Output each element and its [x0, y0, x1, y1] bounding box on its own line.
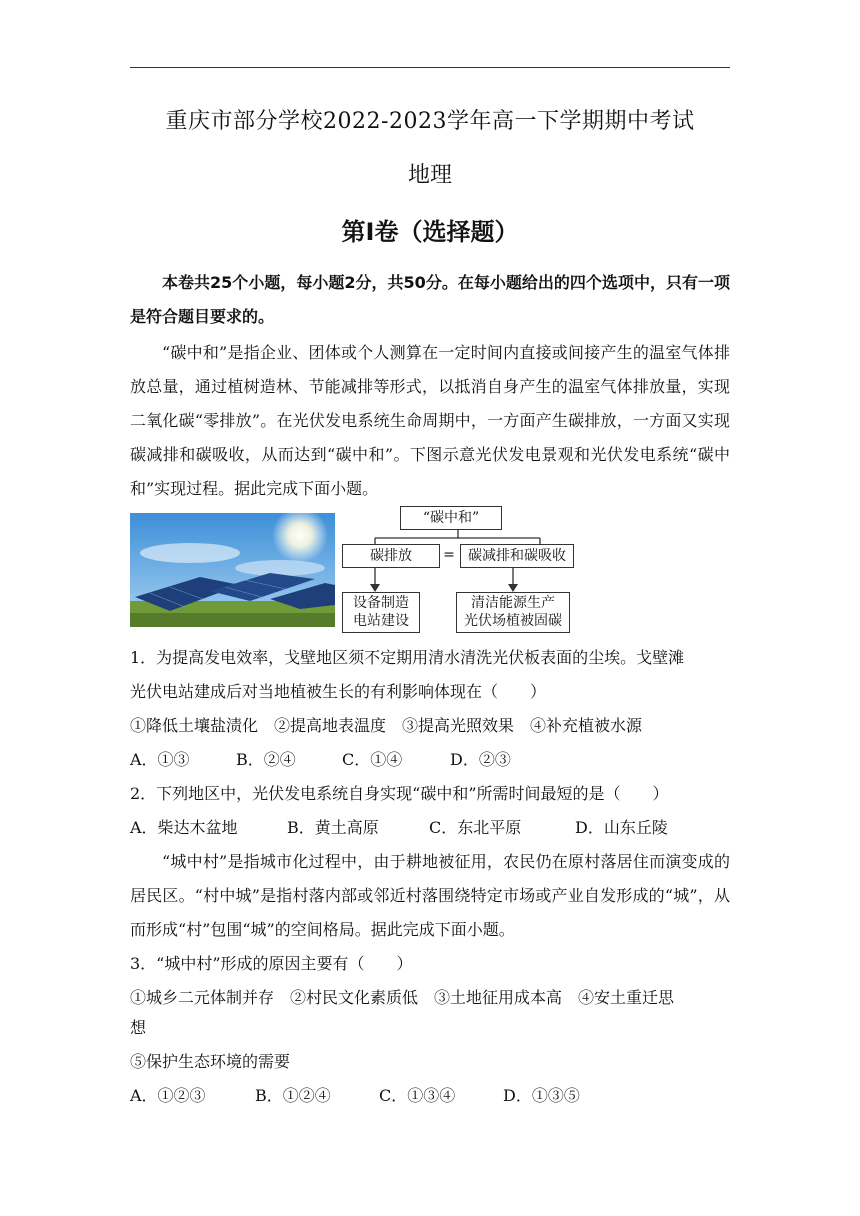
q1-stem-2: 光伏电站建成后对当地植被生长的有利影响体现在（ ）: [130, 682, 547, 701]
carbon-neutral-box: “碳中和”: [400, 506, 502, 530]
q1-option-d[interactable]: D．②③: [450, 750, 511, 769]
section-heading: 第Ⅰ卷（选择题）: [341, 218, 519, 246]
q3-option-b[interactable]: B．①②④: [255, 1086, 331, 1105]
reduction-sources-box: [456, 592, 570, 633]
instructions: 本卷共25个小题，每小题2分，共50分。在每小题给出的四个选项中，只有一项是符合题目要求的。: [130, 273, 730, 326]
q3-options: [130, 1079, 740, 1113]
q2-option-c[interactable]: C．东北平原: [429, 818, 522, 837]
solar-panel-photo: [130, 513, 335, 627]
q3-option-a[interactable]: A．①②③: [130, 1086, 206, 1105]
exam-subject: 地理: [407, 163, 452, 188]
q1-options: [130, 743, 740, 777]
q3-option-c[interactable]: C．①③④: [379, 1086, 456, 1105]
carbon-neutral-diagram: [338, 504, 578, 634]
q2-option-a[interactable]: A．柴达木盆地: [130, 818, 238, 837]
carbon-reduction-box: 碳减排和碳吸收: [460, 544, 574, 568]
exam-title: 重庆市部分学校2022-2023学年高一下学期期中考试: [165, 109, 695, 134]
q2-option-d[interactable]: D．山东丘陵: [575, 818, 668, 837]
q3-option-d[interactable]: D．①③⑤: [503, 1086, 580, 1105]
carbon-emission-box: 碳排放: [342, 544, 440, 568]
passage-urban-village: “城中村”是指城市化过程中，由于耕地被征用，农民仍在原村落居住而演变成的居民区。“村中城”是指村落内部或邻近村落围绕特定市场或产业自发形成的“城”，从而形成“村”包围“城”的空间格局。据此完成下面小题。: [130, 852, 730, 939]
reduction-source-1: 清洁能源生产: [471, 595, 555, 611]
q2-stem: 2．下列地区中，光伏发电系统自身实现“碳中和”所需时间最短的是（ ）: [130, 784, 669, 803]
q3-items-2: 想: [130, 1018, 147, 1037]
q1-items: ①降低土壤盐渍化 ②提高地表温度 ③提高光照效果 ④补充植被水源: [130, 716, 643, 735]
reduction-source-2: 光伏场植被固碳: [464, 613, 562, 629]
q1-option-c[interactable]: C．①④: [342, 750, 403, 769]
q2-options: [130, 811, 740, 845]
q2-option-b[interactable]: B．黄土高原: [287, 818, 379, 837]
equals-sign: =: [443, 547, 455, 563]
emission-source-1: 设备制造: [353, 595, 409, 611]
header-rule: [130, 67, 730, 68]
q1-stem-1: 1．为提高发电效率，戈壁地区须不定期用清水清洗光伏板表面的尘埃。戈壁滩: [130, 648, 685, 667]
q1-option-a[interactable]: A．①③: [130, 750, 190, 769]
q3-items-1: ①城乡二元体制并存 ②村民文化素质低 ③土地征用成本高 ④安土重迁思: [130, 988, 675, 1007]
q3-items-3: ⑤保护生态环境的需要: [130, 1052, 291, 1071]
emission-source-2: 电站建设: [353, 613, 409, 629]
emission-sources-box: [342, 592, 420, 633]
q3-stem: 3．“城中村”形成的原因主要有（ ）: [130, 954, 413, 973]
passage-carbon-neutral: “碳中和”是指企业、团体或个人测算在一定时间内直接或间接产生的温室气体排放总量，通过植树造林、节能减排等形式，以抵消自身产生的温室气体排放量，实现二氧化碳“零排放”。在光伏发电系统生命周期中，一方面产生碳排放，一方面又实现碳减排和碳吸收，从而达到“碳中和”。下图示意光伏发电景观和光伏发电系统“碳中和”实现过程。据此完成下面小题。: [130, 343, 730, 498]
q1-option-b[interactable]: B．②④: [236, 750, 296, 769]
